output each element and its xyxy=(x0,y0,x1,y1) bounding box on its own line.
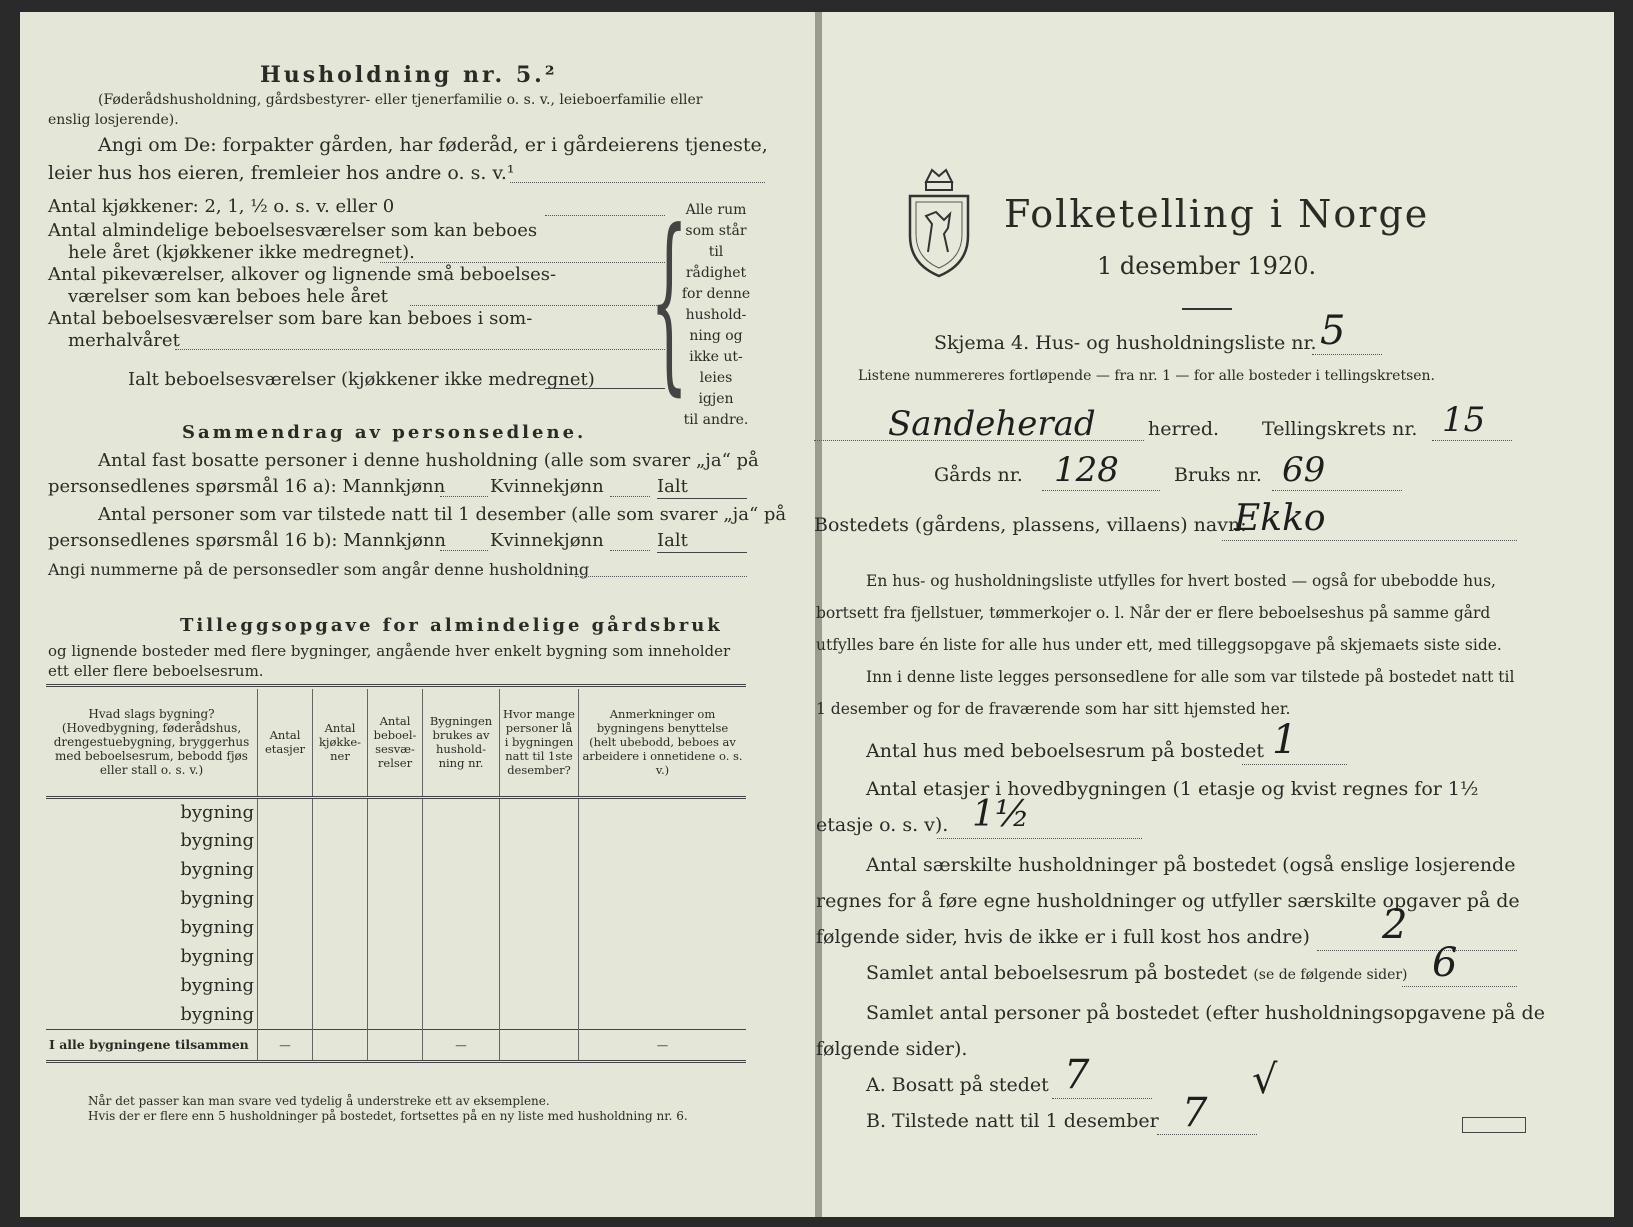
tillegg-1: og lignende bosteder med flere bygninger, angående hver enkelt bygning som inneholder xyxy=(48,642,731,660)
herred-value: Sandeherad xyxy=(888,404,1096,444)
samm-2a: Antal personer som var tilstede natt til 1 desember (alle som svarer „ja“ på xyxy=(98,504,787,525)
table-row: bygning xyxy=(46,855,746,884)
main-title: Folketelling i Norge xyxy=(1004,192,1430,236)
angi-line-1: Angi om De: forpakter gården, har føderåd, er i gårdeierens tjeneste, xyxy=(98,134,768,156)
tilstede-value: 7 xyxy=(1182,1090,1208,1136)
building-table xyxy=(46,689,746,1063)
hus-label: Antal hus med beboelsesrum på bostedet xyxy=(866,740,1265,762)
col-personer: Hvor mange personer lå i bygningen natt til 1ste desember? xyxy=(500,689,579,797)
info-1: En hus- og husholdningsliste utfylles for hvert bosted — også for ubebodde hus, xyxy=(866,572,1496,590)
col-vaerelser: Antal beboel-sesvæ-relser xyxy=(368,689,423,797)
skjema-label: Skjema 4. Hus- og husholdningsliste nr. xyxy=(934,332,1317,354)
printer-stamp xyxy=(1462,1117,1526,1133)
samlet-rom-note: (se de følgende sider) xyxy=(1253,967,1408,983)
info-5: 1 desember og for de fraværende som har sitt hjemsted her. xyxy=(816,700,1291,718)
rooms-line-7: merhalvåret xyxy=(68,330,180,351)
samm-1b: personsedlenes spørsmål 16 a): Mannkjønn xyxy=(48,476,446,497)
sarskilte-1: Antal særskilte husholdninger på bostedet (også enslige losjerende xyxy=(866,854,1516,876)
tillegg-2: ett eller flere beboelsesrum. xyxy=(48,662,264,680)
info-3: utfylles bare én liste for alle hus under ett, med tilleggsopgave på skjemaets siste side. xyxy=(816,636,1502,654)
bruks-label: Bruks nr. xyxy=(1174,464,1262,486)
census-date: 1 desember 1920. xyxy=(1097,252,1317,280)
tillegg-title: Tilleggsopgave for almindelige gårdsbruk xyxy=(180,615,723,636)
col-kjokkener: Antal kjøkke-ner xyxy=(313,689,368,797)
gards-label: Gårds nr. xyxy=(934,464,1023,486)
bosatt-value: 7 xyxy=(1064,1052,1090,1098)
table-row: bygning xyxy=(46,971,746,1000)
footnote-1: Når det passer kan man svare ved tydelig å understreke ett av eksemplene. xyxy=(88,1094,550,1108)
etasjer-1: Antal etasjer i hovedbygningen (1 etasje og kvist regnes for 1½ xyxy=(866,778,1479,800)
col-etasjer: Antal etasjer xyxy=(258,689,313,797)
bosted-value: Ekko xyxy=(1234,498,1326,539)
angi-line-2: leier hus hos eieren, fremleier hos andre o. s. v.¹ xyxy=(48,162,515,184)
gards-value: 128 xyxy=(1054,450,1119,490)
right-page xyxy=(814,12,1614,1217)
coat-of-arms-icon xyxy=(904,164,974,282)
bosted-label: Bostedets (gårdens, plassens, villaens) navn: xyxy=(814,514,1247,536)
samm-1-kvinne: Kvinnekjønn xyxy=(490,476,604,497)
samlet-rom-value: 6 xyxy=(1432,940,1458,986)
table-row: bygning xyxy=(46,913,746,942)
krets-value: 15 xyxy=(1442,400,1486,440)
household-subtitle-1: (Føderådshusholdning, gårdsbestyrer- eller tjenerfamilie o. s. v., leieboerfamilie eller xyxy=(98,92,703,108)
samlet-pers-1: Samlet antal personer på bostedet (efter husholdningsopgavene på de xyxy=(866,1002,1545,1024)
table-row: bygning xyxy=(46,826,746,855)
samm-1-ialt: Ialt xyxy=(657,476,688,497)
etasjer-value: 1½ xyxy=(972,794,1030,835)
household-title: Husholdning nr. 5.² xyxy=(260,62,558,88)
sarskilte-value: 2 xyxy=(1382,902,1408,948)
info-4: Inn i denne liste legges personsedlene for alle som var tilstede på bostedet natt til xyxy=(866,668,1515,686)
samm-2-kvinne: Kvinnekjønn xyxy=(490,530,604,551)
hus-value: 1 xyxy=(1272,717,1298,763)
samm-2b: personsedlenes spørsmål 16 b): Mannkjønn xyxy=(48,530,447,551)
footnote-2: Hvis der er flere enn 5 husholdninger på bostedet, fortsettes på en ny liste med husholdning nr. 6. xyxy=(88,1109,688,1123)
table-row: bygning xyxy=(46,884,746,913)
rooms-line-1: Antal kjøkkener: 2, 1, ½ o. s. v. eller 0 xyxy=(48,196,395,217)
brace: { xyxy=(650,191,689,415)
table-row: bygning xyxy=(46,1000,746,1029)
samm-1a: Antal fast bosatte personer i denne husholdning (alle som svarer „ja“ på xyxy=(98,450,759,471)
brace-note: Alle rum som står til rådighet for denne hushold- ning og ikke ut- leies igjen til andre. xyxy=(681,202,751,428)
col-building-type: Hvad slags bygning? (Hovedbygning, føderådshus, drengestuebygning, bryggerhus med beboelsesrum, bebodd fjøs eller stall o. s. v.) xyxy=(53,707,250,778)
info-2: bortsett fra fjellstuer, tømmerkojer o. l. Når der er flere beboelseshus på samme gård xyxy=(816,604,1491,622)
check-mark: √ xyxy=(1252,1057,1278,1103)
rooms-line-5: værelser som kan beboes hele året xyxy=(68,286,388,307)
tilstede-label: B. Tilstede natt til 1 desember xyxy=(866,1110,1159,1132)
table-total-row: I alle bygningene tilsammen — — — xyxy=(46,1029,746,1061)
samm-2-ialt: Ialt xyxy=(657,530,688,551)
herred-label: herred. xyxy=(1148,418,1220,440)
sammendrag-title: Sammendrag av personsedlene. xyxy=(182,422,587,443)
samlet-rom-label: Samlet antal beboelsesrum på bostedet (se de følgende sider) xyxy=(866,962,1408,984)
etasjer-2: etasje o. s. v). xyxy=(816,814,949,836)
bosatt-label: A. Bosatt på stedet xyxy=(866,1074,1049,1096)
table-row: bygning xyxy=(46,797,746,826)
bruks-value: 69 xyxy=(1282,450,1326,490)
rooms-line-4: Antal pikeværelser, alkover og lignende små beboelses- xyxy=(48,264,557,285)
rooms-line-6: Antal beboelsesværelser som bare kan beboes i som- xyxy=(48,308,533,329)
ialt-rooms: Ialt beboelsesværelser (kjøkkener ikke medregnet) xyxy=(128,369,595,390)
table-row: bygning xyxy=(46,942,746,971)
listene-note: Listene nummereres fortløpende — fra nr. 1 — for alle bosteder i tellingskretsen. xyxy=(858,368,1436,384)
angi-nummerne: Angi nummerne på de personsedler som angår denne husholdning xyxy=(48,560,590,579)
krets-label: Tellingskrets nr. xyxy=(1262,418,1418,440)
samlet-pers-2: følgende sider). xyxy=(816,1038,968,1060)
skjema-nr: 5 xyxy=(1320,308,1346,354)
sarskilte-2: regnes for å føre egne husholdninger og utfyller særskilte opgaver på de xyxy=(816,890,1520,912)
col-anmerkninger: Anmerkninger om bygningens benyttelse (helt ubebodd, beboes av arbeidere i onnetidene o. s. v.) xyxy=(579,689,747,797)
rooms-line-3: hele året (kjøkkener ikke medregnet). xyxy=(68,242,415,263)
sarskilte-3: følgende sider, hvis de ikke er i full kost hos andre) xyxy=(816,926,1310,948)
rooms-line-2: Antal almindelige beboelsesværelser som kan beboes xyxy=(48,220,538,241)
household-subtitle-2: enslig losjerende). xyxy=(48,112,179,128)
left-page xyxy=(20,12,815,1217)
col-husholdning: Bygningen brukes av hushold-ning nr. xyxy=(423,689,500,797)
